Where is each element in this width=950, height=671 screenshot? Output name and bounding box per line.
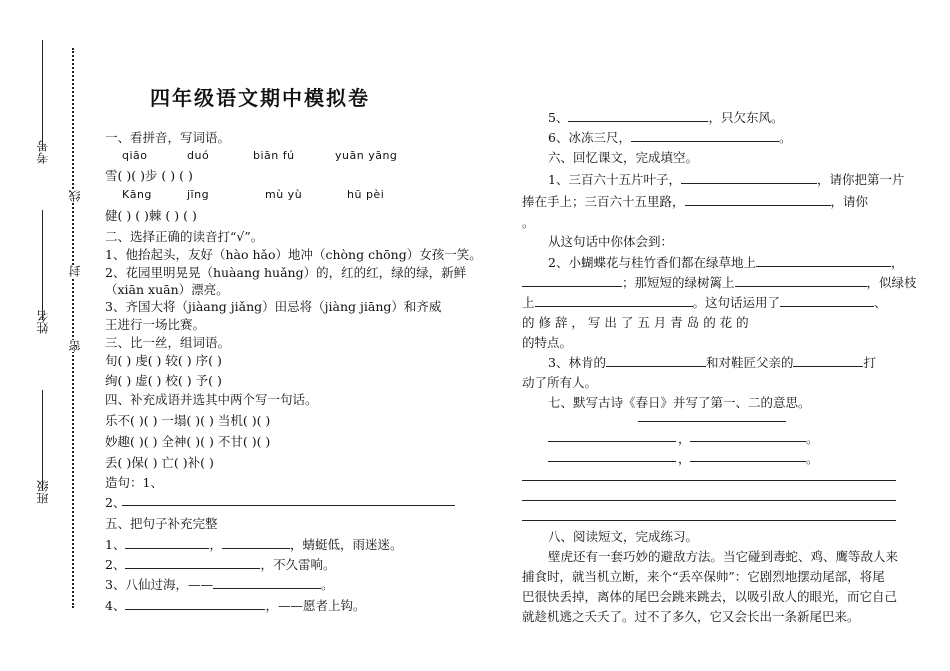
blank[interactable]	[681, 171, 817, 184]
class-label: 班级	[36, 480, 50, 504]
fill-line	[548, 128, 791, 146]
sentence-start: 捧在手上；三百六十五里路，	[522, 194, 685, 209]
pinyin: biān fú	[253, 149, 295, 162]
question-text: 从这句话中你体会到：	[548, 234, 674, 249]
pinyin-answer-row: 健( ) ( )棘 ( ) ( )	[105, 208, 197, 223]
question-text: 的 修 辞 ， 写 出 了 五 月 青 岛 的 花 的	[522, 315, 749, 330]
blank[interactable]	[685, 193, 831, 206]
fill-line	[548, 170, 904, 188]
idiom-row: 丢( )保( ) 亡( )补( )	[105, 455, 214, 470]
punct: ，	[209, 537, 222, 552]
blank[interactable]	[631, 129, 779, 142]
item-number: 5、	[548, 110, 569, 125]
sentence-end: ，——愿者上钩。	[265, 598, 366, 613]
sentence-mid: 。这句话运用了	[692, 295, 781, 310]
sentence-start: 2、小蝴蝶花与桂竹香们都在绿草地上	[548, 255, 756, 270]
question-text: 动了所有人。	[522, 375, 598, 390]
blank[interactable]	[756, 254, 891, 267]
fill-line	[105, 575, 333, 593]
idiom-row: 乐不( )( ) 一塌( )( ) 当机( )( )	[105, 413, 271, 428]
punct: 、	[874, 295, 887, 310]
name-label: 姓名	[36, 310, 50, 334]
passage-line: 就趁机逃之夭夭了。过不了多久，它又会长出一条新尾巴来。	[522, 609, 860, 624]
sentence-start: 6、冰冻三尺，	[548, 130, 631, 145]
fill-line	[105, 555, 335, 573]
section-5-heading: 五、把句子补充完整	[105, 516, 218, 531]
sentence-start: 3、林肯的	[548, 355, 606, 370]
name-line	[42, 210, 43, 320]
punct: 。	[806, 451, 819, 466]
sentence-start: 上	[522, 295, 535, 310]
pinyin: Kāng	[122, 188, 152, 201]
sentence-label: 2、	[105, 495, 126, 510]
section-3-heading: 三、比一丝，组词语。	[105, 335, 231, 350]
fill-line	[105, 596, 365, 614]
sentence-end: ，蜻蜓低，雨迷迷。	[289, 537, 403, 552]
sentence-end: ，只欠东风。	[708, 110, 784, 125]
punct: 。	[778, 130, 792, 145]
item-number: 4、	[105, 598, 126, 613]
sentence-start: 3、八仙过海，——	[105, 577, 213, 592]
sentence-mid: ；那短短的绿树篱上	[622, 275, 735, 290]
poem-line[interactable]	[690, 461, 806, 462]
punct: ，	[890, 255, 904, 270]
blank[interactable]	[735, 274, 867, 287]
fill-line	[522, 293, 887, 311]
sentence-end: ，不久雷响。	[260, 557, 336, 572]
item-number: 1、	[105, 537, 126, 552]
poem-line[interactable]	[548, 461, 676, 462]
punct: 。	[806, 431, 819, 446]
fill-line	[105, 535, 402, 553]
fill-line	[522, 192, 868, 210]
fill-line	[548, 353, 876, 371]
blank[interactable]	[606, 354, 706, 367]
question-text: 1、他抬起头，友好（hào hǎo）地冲（chòng chōng）女孩一笑。	[105, 247, 482, 262]
pinyin: yuān yāng	[335, 149, 398, 162]
blank[interactable]	[222, 536, 290, 549]
passage-line: 壁虎还有一套巧妙的避敌方法。当它碰到毒蛇、鸡、鹰等敌人来	[548, 549, 899, 564]
fill-line	[522, 273, 917, 291]
section-7-heading: 七、默写古诗《春日》并写了第一、二的意思。	[548, 395, 811, 410]
sentence-end: ，请你把第一片	[816, 172, 905, 187]
poem-line[interactable]	[548, 441, 676, 442]
page-title: 四年级语文期中模拟卷	[150, 86, 370, 110]
question-text: 的特点。	[522, 335, 573, 350]
section-8-heading: 八、阅读短文，完成练习。	[548, 529, 699, 544]
punct: 。	[320, 577, 334, 592]
pinyin: hū pèi	[347, 188, 385, 201]
binding-strip	[22, 40, 82, 630]
section-4-heading: 四、补充成语并选其中两个写一句话。	[105, 392, 318, 407]
blank[interactable]	[568, 109, 708, 122]
section-6-heading: 六、回忆课文，完成填空。	[548, 150, 699, 165]
fill-line	[548, 108, 783, 126]
pinyin: jīng	[187, 188, 210, 201]
seal-mark: 封	[68, 265, 82, 277]
punct: 。	[522, 215, 535, 230]
answer-line[interactable]	[522, 520, 896, 521]
exam-no-line	[42, 40, 43, 150]
word-row: 绚( ) 虚( ) 校( ) 予( )	[105, 373, 222, 388]
poem-title-line[interactable]	[638, 421, 786, 422]
word-row: 旬( ) 虔( ) 较( ) 序( )	[105, 353, 222, 368]
pinyin: qiāo	[122, 149, 148, 162]
question-text: 王进行一场比赛。	[105, 317, 206, 332]
blank[interactable]	[125, 536, 209, 549]
question-text: 3、齐国大将（jiàang jiǎng）田忌将（jiàng jiāng）和齐威	[105, 299, 442, 314]
answer-line[interactable]	[522, 500, 896, 501]
item-number: 2、	[105, 557, 126, 572]
class-line	[42, 390, 43, 490]
blank[interactable]	[535, 294, 693, 307]
idiom-row: 妙趣( )( ) 全神( )( ) 不甘( )( )	[105, 434, 271, 449]
answer-line[interactable]	[522, 480, 896, 481]
punct: ，	[678, 431, 691, 446]
poem-line[interactable]	[690, 441, 806, 442]
section-2-heading: 二、选择正确的读音打“√”。	[105, 229, 264, 244]
sentence-start: 1、三百六十五片叶子，	[548, 172, 681, 187]
sentence-end: ，请你	[830, 194, 869, 209]
blank[interactable]	[780, 294, 874, 307]
passage-line: 巴很快丢掉，离体的尾巴会跳来跳去，以吸引敌人的眼光，而它自己	[522, 589, 898, 604]
section-1-heading: 一、看拼音，写词语。	[105, 130, 231, 145]
pinyin: mù yù	[265, 188, 303, 201]
blank[interactable]	[793, 354, 863, 367]
pinyin-answer-row: 雪( )( )步 ( ) ( )	[105, 168, 193, 183]
seal-dotted-line	[72, 48, 74, 608]
sentence-label: 造句：1、	[105, 475, 163, 490]
sentence-mid: 和对鞋匠父亲的	[705, 355, 794, 370]
mi-mark: 密	[68, 340, 82, 352]
line-mark: 线	[68, 190, 82, 202]
punct: ，	[678, 451, 691, 466]
blank[interactable]	[125, 597, 265, 610]
blank[interactable]	[125, 556, 260, 569]
blank[interactable]	[213, 576, 321, 589]
question-text: 2、花园里明晃晃（huàang huǎng）的，红的红，绿的绿，新鲜	[105, 265, 467, 280]
passage-line: 捕食时，就当机立断，来个“丢卒保帅”：它剧烈地摆动尾部，将尾	[522, 569, 885, 584]
answer-line[interactable]	[122, 505, 455, 506]
sentence-end: ，似绿枝	[866, 275, 917, 290]
fill-line	[548, 253, 903, 271]
pinyin: duó	[187, 149, 210, 162]
exam-no-label: 考号	[36, 140, 50, 164]
question-text: （xiān xuān）漂亮。	[105, 282, 229, 297]
sentence-end: 打	[863, 355, 876, 370]
blank[interactable]	[522, 274, 622, 287]
